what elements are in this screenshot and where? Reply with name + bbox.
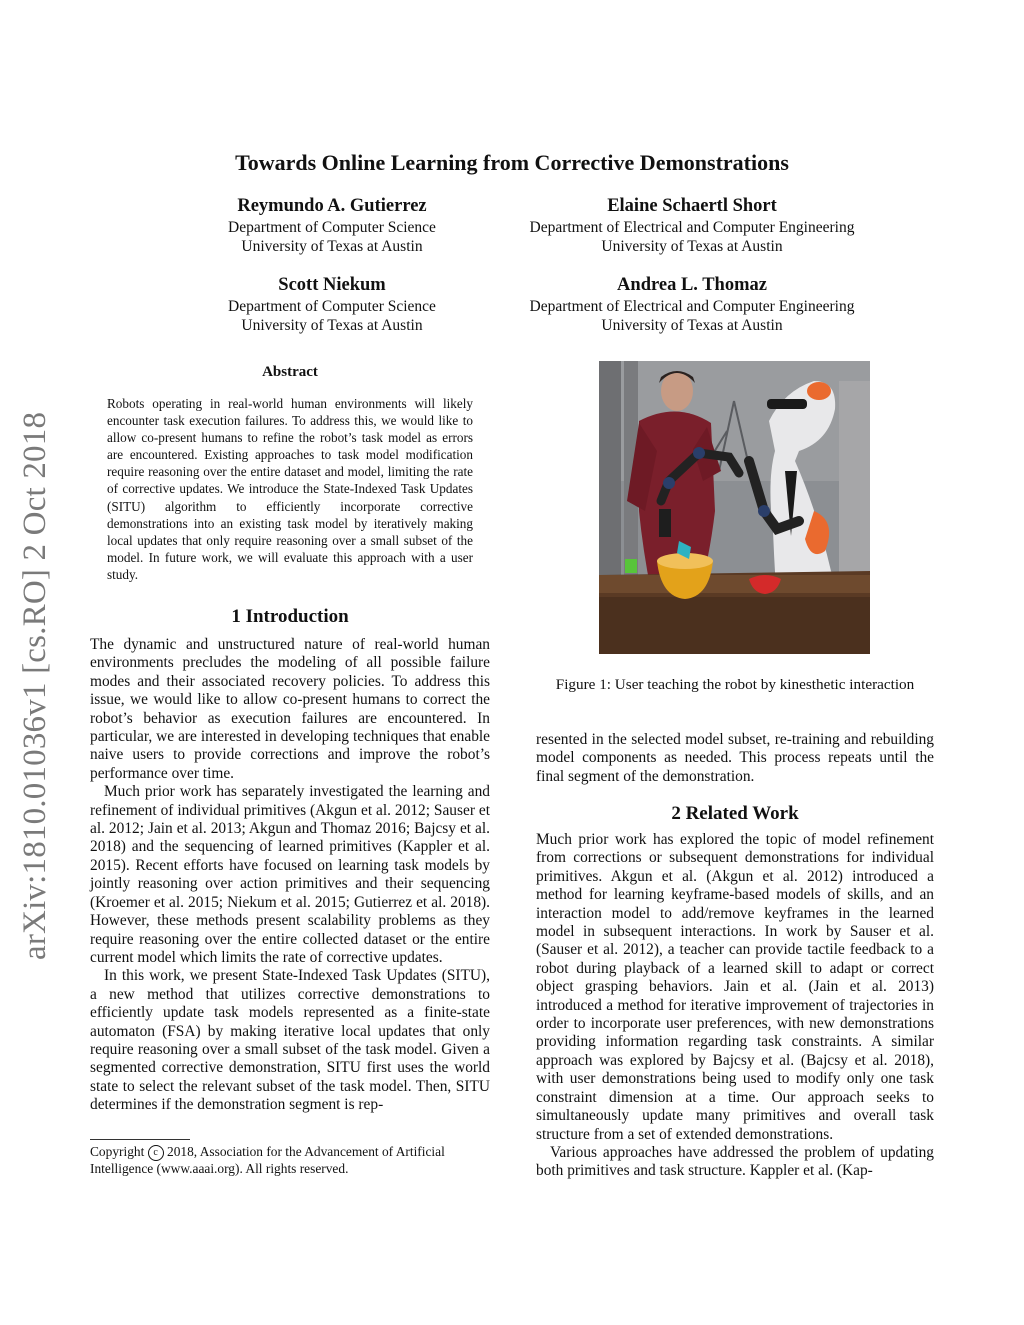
- author-university: University of Texas at Austin: [601, 238, 783, 255]
- author-name: Scott Niekum: [278, 275, 386, 295]
- author-block: [122, 194, 542, 256]
- paragraph: Much prior work has explored the topic of model refinement from corrections or subsequent demonstrations for individual primitives. Akgun et al. (Akgun et al. 2012) introduced a method for learning keyframe-based models of skills, and an interaction model to add/remove keyframes in the learned model in subsequent interactions. In work by Sauser et al. (Sauser et al. 2012), a teacher can provide tactile feedback to a robot during playback of a learned skill to adapt or correct object grasping behaviors. Jain et al. (Jain et al. 2013) introduced a method for iterative improvement of trajectories in order to incorporate user preferences, with new demonstrations providing information regarding task constraints. A similar approach was explored by Bajcsy et al. (Bajcsy et al. 2018), with user demonstrations being used to modify only one task constraint dimension at a time. Our approach seeks to simultaneously update many primitives and overall task structure from a set of extended demonstrations.: [536, 831, 934, 1143]
- abstract-heading: Abstract: [262, 364, 318, 380]
- paragraph: resented in the selected model subset, re-training and rebuilding model components as needed. This process repeats until the final segment of the demonstration.: [536, 731, 934, 785]
- author-name: Elaine Schaertl Short: [607, 196, 777, 216]
- footnote-divider: [90, 1139, 190, 1140]
- paragraph: Various approaches have addressed the problem of updating both primitives and task structure. Kappler et al. (Kap-: [536, 1143, 934, 1180]
- footnote-text: Copyright: [90, 1144, 148, 1159]
- figure-1-caption: Figure 1: User teaching the robot by kinesthetic interaction: [555, 676, 915, 693]
- introduction-continuation: [536, 731, 934, 786]
- author-block: [122, 273, 542, 335]
- author-department: Department of Computer Science: [228, 219, 436, 236]
- arxiv-identifier: arXiv:1810.01036v1 [cs.RO] 2 Oct 2018: [17, 411, 53, 960]
- introduction-body: [90, 636, 490, 1115]
- copyright-footnote: [90, 1144, 490, 1178]
- author-block: [482, 194, 902, 256]
- paper-title: Towards Online Learning from Corrective Demonstrations: [235, 150, 789, 175]
- figure-1-photo: [599, 361, 870, 654]
- author-department: Department of Computer Science: [228, 298, 436, 315]
- author-name: Reymundo A. Gutierrez: [237, 196, 427, 216]
- section-heading-introduction: 1 Introduction: [231, 606, 349, 627]
- author-block: [482, 273, 902, 335]
- abstract-text: Robots operating in real-world human environments will likely encounter task execution failures. To address this, we would like to allow co-present humans to refine the robot’s task model as errors are encountered. Existing approaches to task model modification require reasoning over the entire dataset and model, limiting the rate of corrective updates. We introduce the State-Indexed Task Updates (SITU) algorithm to efficiently incorporate corrective demonstrations into an existing task model by iteratively making local updates that only require reasoning over a small subset of the model. In future work, we will evaluate this approach with a user study.: [107, 396, 473, 582]
- author-university: University of Texas at Austin: [241, 238, 423, 255]
- copyright-symbol: c: [148, 1145, 164, 1161]
- author-university: University of Texas at Austin: [241, 317, 423, 334]
- author-department: Department of Electrical and Computer Engineering: [529, 298, 855, 315]
- author-name: Andrea L. Thomaz: [617, 275, 767, 295]
- related-work-body: [536, 831, 934, 1181]
- paragraph: In this work, we present State-Indexed Task Updates (SITU), a new method that utilizes corrective demonstrations to efficiently update task models represented as a finite-state automaton (FSA) by making iterative local updates that only require reasoning over a small subset of the task model. Given a segmented corrective demonstration, SITU first uses the world state to select the relevant subset of the task model. Then, SITU determines if the demonstration segment is rep-: [90, 967, 490, 1114]
- paragraph: Much prior work has separately investigated the learning and refinement of individual primitives (Akgun et al. 2012; Sauser et al. 2012; Jain et al. 2013; Akgun and Thomaz 2016; Bajcsy et al. 2018) and the sequencing of learned primitives (Kappler et al. 2015). Recent efforts have focused on learning task models by jointly reasoning over action primitives and their sequencing (Kroemer et al. 2015; Niekum et al. 2015; Gutierrez et al. 2018). However, these methods present scalability problems as they require reasoning over the entire collected dataset or the entire current model which limits the rate of corrective updates.: [90, 783, 490, 966]
- paragraph: The dynamic and unstructured nature of real-world human environments precludes the modeling of all possible failure modes and their associated recovery policies. To address this issue, we would like to allow co-present humans to correct the robot’s behavior as execution failures are encountered. In particular, we are interested in developing techniques that enable naive users to provide corrections and improve the robot’s performance over time.: [90, 636, 490, 782]
- author-university: University of Texas at Austin: [601, 317, 783, 334]
- author-department: Department of Electrical and Computer Engineering: [529, 219, 855, 236]
- footnote-text: 2018, Association for the Advancement of Artificial Intelligence (www.aaai.org). All rights reserved.: [90, 1144, 445, 1176]
- section-heading-related-work: 2 Related Work: [671, 803, 799, 824]
